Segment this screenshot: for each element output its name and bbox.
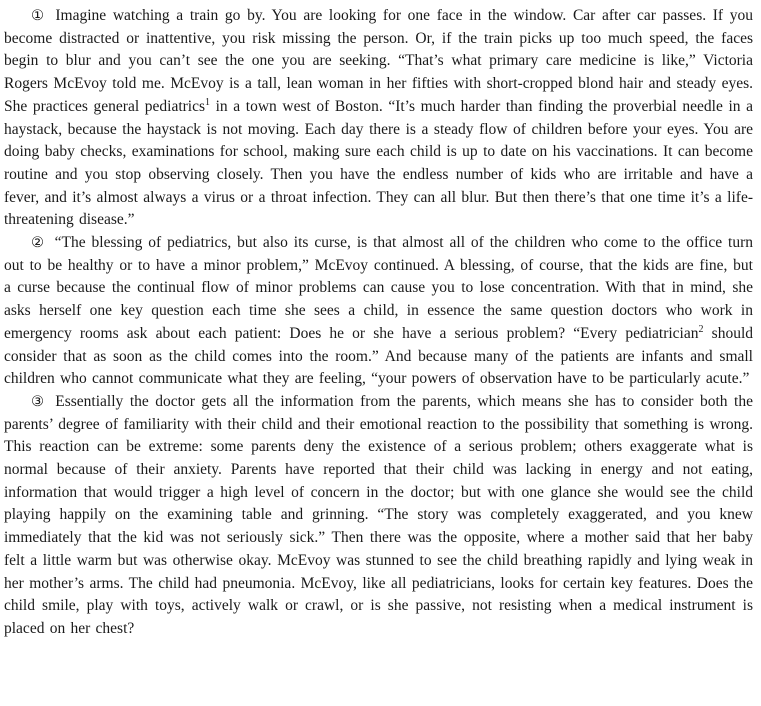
paragraph-text: Essentially the doctor gets all the information from the parents, which means she has to consider both the parents’ degree of familiarity with their child and their emotional reaction to the possibility that something is wrong. This reaction can be extreme: some parents deny the existence of a serious problem; others exaggerate what is normal because of their anxiety. Parents have reported that their child was lacking in energy and not eating, information that would trigger a high level of concern in the doctor; but with one glance she would see the child playing happily on the examining table and grinning. “The story was completely exaggerated, and you knew immediately that the kid was not seriously sick.” Then there was the opposite, where a mother said that her baby felt a little warm but was otherwise okay. McEvoy was stunned to see the child breathing rapidly and lying weak in her mother’s arms. The child had pneumonia. McEvoy, like all pediatricians, looks for certain key features. Does the child smile, play with toys, actively walk or crawl, or is she passive, not resisting when a medical instrument is placed on her chest? xyxy=(4,392,753,637)
paragraph-text: “The blessing of pediatrics, but also its curse, is that almost all of the children who come to the office turn out to be healthy or to have a minor problem,” McEvoy continued. A blessing, of course, that the kids are fine, but a curse because the continual flow of minor problems can cause you to lose concentration. With that in mind, she asks herself one key question each time she sees a child, in essence the same question doctors who work in emergency rooms ask about each patient: Does he or she have a serious problem? “Every pediatrician xyxy=(4,234,753,342)
paragraph-2 xyxy=(4,232,753,391)
passage-text xyxy=(4,5,753,641)
paragraph-number-marker: ② xyxy=(31,235,45,252)
paragraph-3 xyxy=(4,391,753,641)
paragraph-text: in a town west of Boston. “It’s much harder than finding the proverbial needle in a haystack, because the haystack is not moving. Each day there is a steady flow of children before your eyes. You are doing baby checks, examinations for school, making sure each child is up to date on his vaccinations. It can become routine and you stop observing closely. Then you have the endless number of kids who are irritable and have a fever, and it’s almost always a virus or a throat infection. They can all blur. But then there’s that one time it’s a life-threatening disease.” xyxy=(4,97,753,229)
footnote-reference: 1 xyxy=(205,96,211,108)
paragraph-number-marker: ③ xyxy=(31,393,46,410)
footnote-reference: 2 xyxy=(698,323,704,335)
paragraph-text: Imagine watching a train go by. You are looking for one face in the window. Car after car passes. If you become distracted or inattentive, you risk missing the person. Or, if the train picks up too much speed, the faces begin to blur and you can’t see the one you are seeking. “That’s what primary care medicine is like,” Victoria Rogers McEvoy told me. McEvoy is a tall, lean woman in her fifties with short-cropped blond hair and steady eyes. She practices general pediatrics xyxy=(4,7,753,115)
paragraph-1 xyxy=(4,5,753,232)
paragraph-text: should consider that as soon as the child comes into the room.” And because many of the patients are infants and small children who cannot communicate what they are feeling, “your powers of observation have to be particularly acute.” xyxy=(4,324,753,388)
paragraph-number-marker: ① xyxy=(31,8,46,24)
